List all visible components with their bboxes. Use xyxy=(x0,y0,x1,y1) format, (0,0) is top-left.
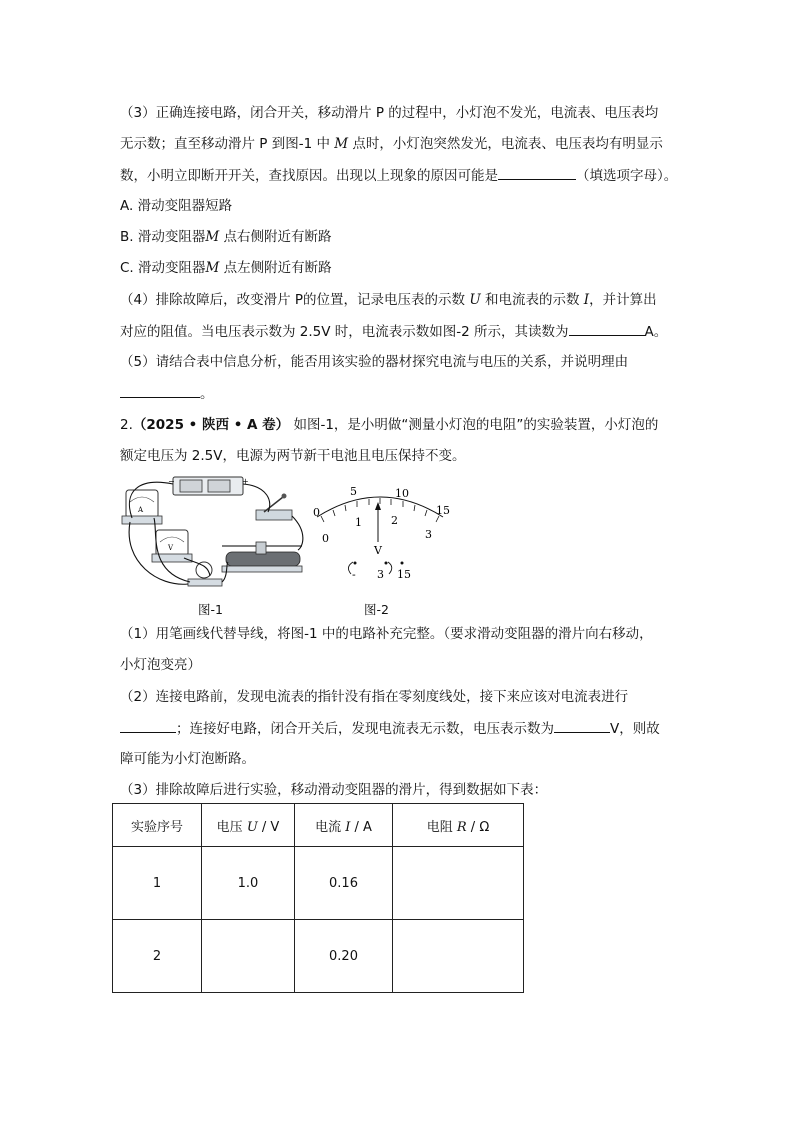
header-text: 电流 xyxy=(315,819,346,835)
p2q1-line-1: （1）用笔画线代替导线，将图-1 中的电路补充完整。（要求滑动变阻器的滑片向右移动， xyxy=(120,626,653,642)
answer-blank[interactable] xyxy=(120,383,200,398)
header-text: 电阻 xyxy=(426,819,457,835)
table-cell: 0.16 xyxy=(295,847,393,920)
dial-top-label: 15 xyxy=(436,504,450,517)
q4-text: A。 xyxy=(644,324,668,340)
q4-text: 和电流表的示数 xyxy=(480,292,584,308)
dial-bottom-label: 2 xyxy=(391,514,398,527)
q4-text: 对应的阻值。当电压表示数为 2.5V 时，电流表示数如图-2 所示，其读数为 xyxy=(120,324,569,340)
battery-icon xyxy=(168,477,249,495)
switch-icon xyxy=(256,494,292,521)
dial-top-label: 5 xyxy=(350,485,357,498)
dial-top-label: 10 xyxy=(395,487,409,500)
data-table xyxy=(112,803,524,993)
answer-blank[interactable] xyxy=(498,165,576,180)
p2q2-line-2 xyxy=(120,718,660,739)
header-var: R xyxy=(456,819,467,835)
q3-text: （填选项字母）。 xyxy=(576,168,678,184)
answer-blank[interactable] xyxy=(554,718,610,733)
dial-pointer xyxy=(375,502,381,542)
problem-text: 如图-1，是小明做“测量小灯泡的电阻”的实验装置，小灯泡的 xyxy=(289,417,659,433)
answer-blank[interactable] xyxy=(569,321,645,336)
table-header-row xyxy=(113,804,524,847)
q5-line-2 xyxy=(120,383,214,404)
bulb-icon xyxy=(188,562,222,586)
problem-source: （2025 • 陕西 • A 卷） xyxy=(132,417,290,433)
rheostat-icon xyxy=(222,542,302,572)
ammeter-icon xyxy=(122,490,162,524)
header-var: I xyxy=(345,819,351,835)
answer-blank[interactable] xyxy=(120,718,176,733)
table-cell: 1.0 xyxy=(202,847,295,920)
terminal-label: 15 xyxy=(397,568,411,581)
option-text: 点右侧附近有断路 xyxy=(219,229,332,245)
q3-line-3 xyxy=(120,165,677,186)
table-header-cell xyxy=(295,804,393,847)
table-cell[interactable] xyxy=(393,920,524,993)
q3-text: 数，小明立即断开开关，查找原因。出现以上现象的原因可能是 xyxy=(120,168,498,184)
q4-text: ，并计算出 xyxy=(589,292,657,308)
var-i: I xyxy=(583,292,590,308)
option-text: B. 滑动变阻器 xyxy=(120,229,206,245)
point-m: M xyxy=(205,260,220,276)
p2q2-line-1: （2）连接电路前，发现电流表的指针没有指在零刻度线处，接下来应该对电流表进行 xyxy=(120,689,629,705)
dial-bottom-label: 3 xyxy=(425,528,432,541)
svg-text:−: − xyxy=(168,477,175,486)
header-text: / Ω xyxy=(466,819,490,835)
problem2-line-1 xyxy=(120,415,658,435)
terminal-label: 3 xyxy=(377,568,384,581)
var-u: U xyxy=(469,292,481,308)
option-text: 点左侧附近有断路 xyxy=(219,260,332,276)
header-text: / V xyxy=(257,819,280,835)
dial-top-zero: 0 xyxy=(313,506,320,519)
fig1-caption: 图-1 xyxy=(198,602,223,617)
dial-bottom-label: 1 xyxy=(355,516,362,529)
fig2-caption: 图-2 xyxy=(364,602,389,617)
q4-line-2 xyxy=(120,321,667,342)
q3-line-1: （3）正确连接电路，闭合开关，移动滑片 P 的过程中，小灯泡不发光，电流表、电压表均 xyxy=(120,105,659,121)
table-header-cell xyxy=(202,804,295,847)
dial-unit: V xyxy=(374,544,382,557)
q3-line-2 xyxy=(120,134,663,154)
header-text: / A xyxy=(350,819,372,835)
table-cell[interactable] xyxy=(393,847,524,920)
table-cell: 1 xyxy=(113,847,202,920)
option-b xyxy=(120,227,331,247)
q4-line-1 xyxy=(120,290,657,310)
q3-text: 点时，小灯泡突然发光，电流表、电压表均有明显示 xyxy=(348,136,663,152)
problem-number: 2. xyxy=(120,417,133,433)
option-c xyxy=(120,258,332,278)
p2q1-line-2: 小灯泡变亮） xyxy=(120,657,201,673)
q5-text: 。 xyxy=(200,386,214,402)
table-header-cell xyxy=(393,804,524,847)
ammeter-label: A xyxy=(138,506,144,514)
voltmeter-dial-figure xyxy=(305,482,455,587)
q4-text: （4）排除故障后，改变滑片 P的位置，记录电压表的示数 xyxy=(120,292,470,308)
dial-bottom-label: 0 xyxy=(322,532,329,545)
table-row xyxy=(113,847,524,920)
table-cell: 2 xyxy=(113,920,202,993)
table-header-cell: 实验序号 xyxy=(113,804,202,847)
p2q2-text: V，则故 xyxy=(610,721,660,737)
table-cell[interactable] xyxy=(202,920,295,993)
q3-text: 无示数；直至移动滑片 P 到图-1 中 xyxy=(120,136,335,152)
option-a: A. 滑动变阻器短路 xyxy=(120,198,233,214)
p2q3-line-1: （3）排除故障后进行实验，移动滑动变阻器的滑片，得到数据如下表： xyxy=(120,782,548,798)
header-var: U xyxy=(246,819,258,835)
voltmeter-label: V xyxy=(168,544,174,552)
p2q2-line-3: 障可能为小灯泡断路。 xyxy=(120,751,255,767)
point-m: M xyxy=(205,229,220,245)
point-m: M xyxy=(334,136,349,152)
problem2-line-2: 额定电压为 2.5V，电源为两节新干电池且电压保持不变。 xyxy=(120,448,466,464)
circuit-figure xyxy=(118,472,308,597)
option-text: C. 滑动变阻器 xyxy=(120,260,206,276)
svg-text:+: + xyxy=(242,477,249,486)
p2q2-text: ；连接好电路，闭合开关后，发现电流表无示数，电压表示数为 xyxy=(176,721,554,737)
header-text: 电压 xyxy=(216,819,247,835)
q5-line-1: （5）请结合表中信息分析，能否用该实验的器材探究电流与电压的关系，并说明理由 xyxy=(120,354,629,370)
table-row xyxy=(113,920,524,993)
voltmeter-icon xyxy=(152,530,192,562)
terminal-label: - xyxy=(352,568,356,581)
table-cell: 0.20 xyxy=(295,920,393,993)
